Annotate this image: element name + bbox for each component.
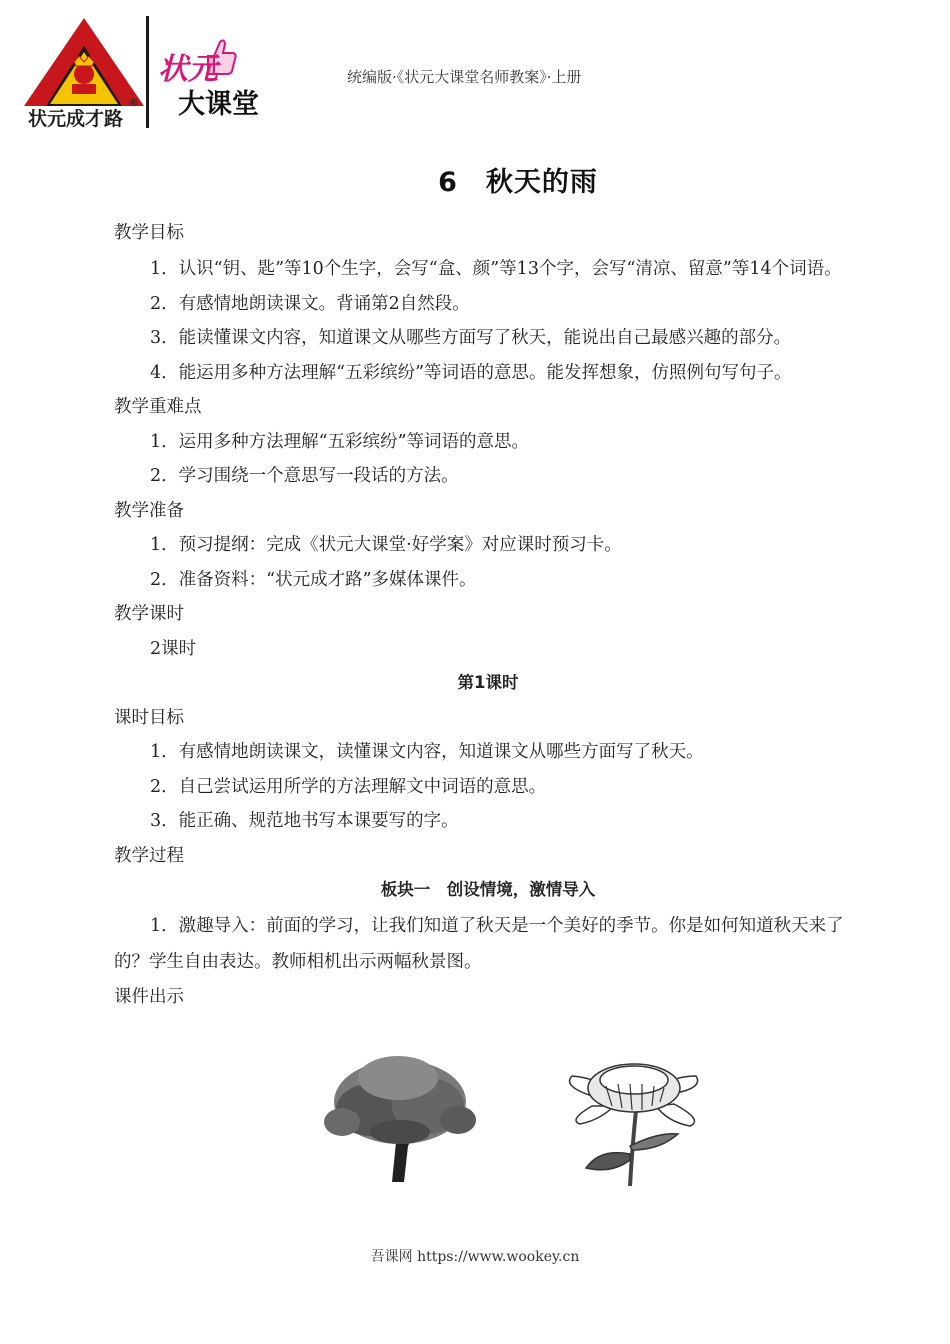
paragraph: 2．有感情地朗读课文。背诵第2自然段。 bbox=[150, 293, 470, 314]
page-header bbox=[0, 0, 950, 135]
paragraph: 4．能运用多种方法理解“五彩缤纷”等词语的意思。能发挥想象，仿照例句写句子。 bbox=[150, 362, 792, 383]
paragraph: 1．激趣导入：前面的学习，让我们知道了秋天是一个美好的季节。你是如何知道秋天来了的？学生自由表达。教师相机出示两幅秋景图。 bbox=[114, 915, 844, 972]
document-series-title: 统编版·《状元大课堂名师教案》·上册 bbox=[347, 68, 582, 86]
paragraph: 3．能读懂课文内容，知道课文从哪些方面写了秋天，能说出自己最感兴趣的部分。 bbox=[150, 328, 792, 348]
paragraph: 1．认识“钥、匙”等10个生字，会写“盒、颜”等13个字，会写“清凉、留意”等14个词语。 bbox=[150, 258, 842, 279]
brand-name-top: 状元 bbox=[158, 52, 218, 87]
lesson-title: 6 秋天的雨 bbox=[438, 167, 598, 198]
paragraph: 2．学习围绕一个意思写一段话的方法。 bbox=[150, 466, 459, 486]
header-divider bbox=[146, 16, 149, 128]
section-heading: 教学目标 bbox=[114, 223, 184, 243]
paragraph: 3．能正确、规范地书写本课要写的字。 bbox=[150, 811, 459, 831]
document-body bbox=[114, 216, 862, 1014]
logo-text: 状元成才路 bbox=[28, 108, 124, 130]
page-footer: 吾课网 https://www.wookey.cn bbox=[370, 1249, 580, 1265]
paragraph: 1．有感情地朗读课文，读懂课文内容，知道课文从哪些方面写了秋天。 bbox=[150, 742, 704, 762]
paragraph: 1．预习提纲：完成《状元大课堂·好学案》对应课时预习卡。 bbox=[150, 535, 622, 555]
subsection-title: 第1课时 bbox=[457, 673, 519, 692]
section-heading: 课件出示 bbox=[114, 986, 184, 1007]
paragraph: 2．自己尝试运用所学的方法理解文中词语的意思。 bbox=[150, 776, 547, 797]
subsection-title: 板块一 创设情境，激情导入 bbox=[380, 880, 596, 899]
paragraph: 2．准备资料：“状元成才路”多媒体课件。 bbox=[150, 569, 477, 590]
brand-name-bottom: 大课堂 bbox=[178, 89, 259, 120]
section-heading: 教学重难点 bbox=[114, 397, 202, 417]
chrysanthemum-icon bbox=[570, 1064, 698, 1186]
paragraph: 2课时 bbox=[150, 638, 197, 659]
section-heading: 教学课时 bbox=[114, 604, 184, 624]
courseware-images bbox=[300, 1050, 720, 1190]
registered-mark: ® bbox=[128, 96, 139, 109]
section-heading: 课时目标 bbox=[114, 707, 184, 728]
section-heading: 教学准备 bbox=[114, 500, 184, 521]
paragraph: 1．运用多种方法理解“五彩缤纷”等词语的意思。 bbox=[150, 431, 530, 452]
maple-tree-icon bbox=[324, 1056, 476, 1182]
autumn-illustrations bbox=[300, 1050, 720, 1190]
logo-emblem-icon bbox=[22, 16, 146, 108]
section-heading: 教学过程 bbox=[114, 845, 184, 866]
